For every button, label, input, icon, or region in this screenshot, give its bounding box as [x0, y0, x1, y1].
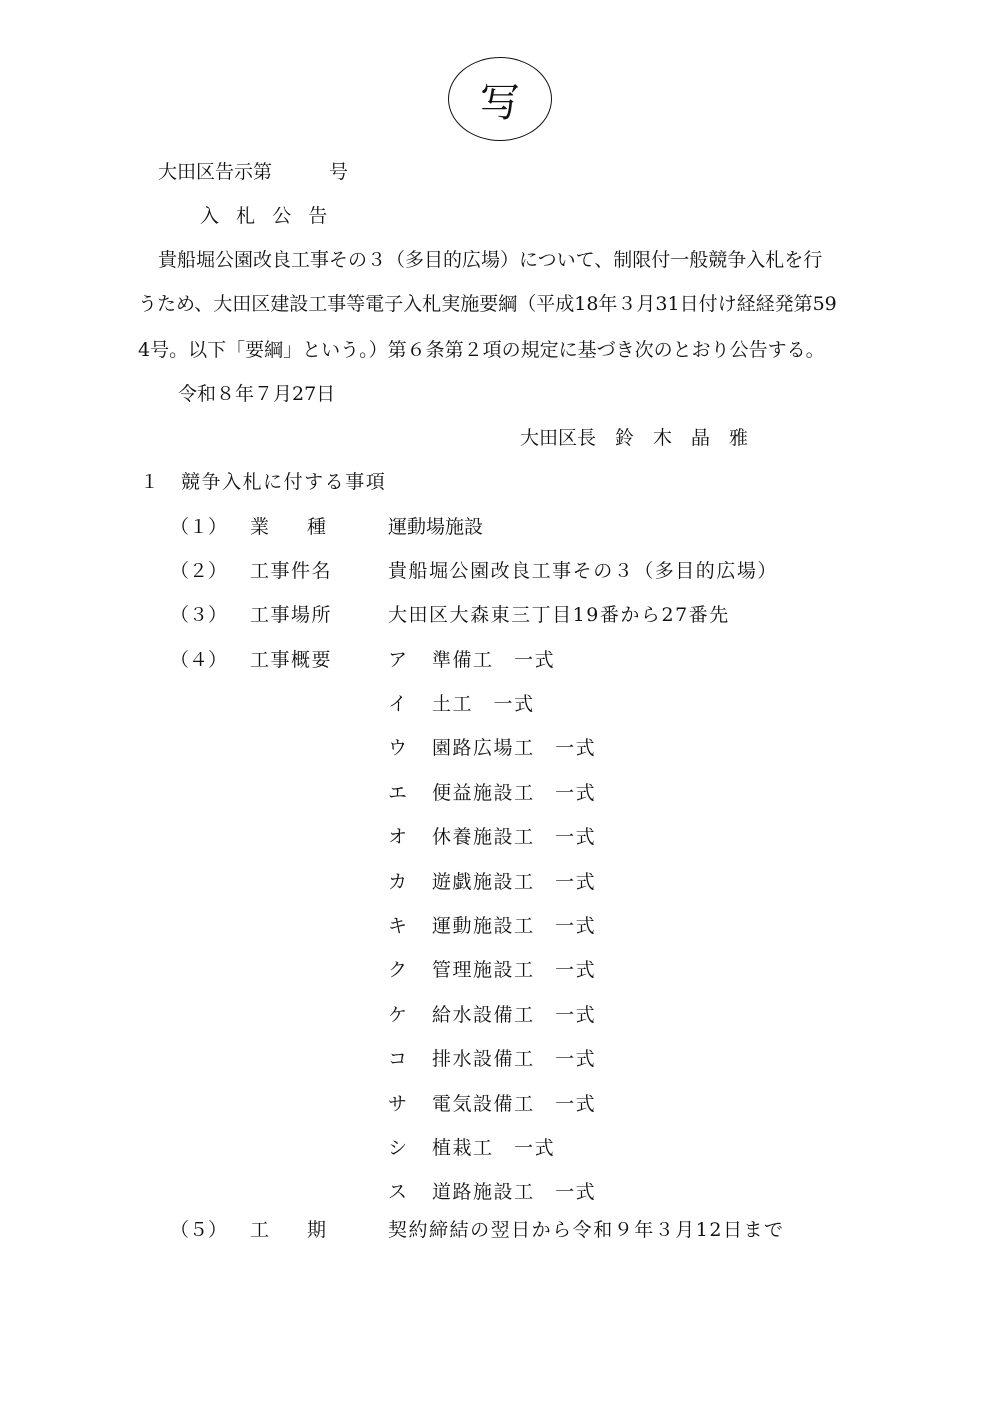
overview-text: 運動施設工 一式 — [432, 915, 597, 937]
overview-text: 排水設備工 一式 — [432, 1048, 597, 1070]
item-5-label: 工 期 — [250, 1219, 327, 1241]
overview-letter: キ — [388, 915, 408, 937]
signer: 大田区長 鈴 木 晶 雅 — [520, 427, 749, 449]
notice-number: 大田区告示第 号 — [158, 161, 349, 183]
overview-text: 園路広場工 一式 — [432, 737, 597, 759]
overview-text: 土工 一式 — [432, 693, 535, 715]
overview-letter: サ — [388, 1093, 408, 1115]
item-3-label: 工事場所 — [250, 604, 333, 626]
item-3-number: （３） — [170, 604, 228, 626]
item-2-number: （２） — [170, 560, 228, 582]
overview-letter: カ — [388, 871, 408, 893]
item-5-value: 契約締結の翌日から令和９年３月12日まで — [388, 1219, 785, 1241]
overview-text: 植栽工 一式 — [432, 1137, 556, 1159]
overview-text: 給水設備工 一式 — [432, 1004, 597, 1026]
overview-letter: エ — [388, 782, 408, 804]
item-3-value: 大田区大森東三丁目19番から27番先 — [388, 604, 730, 626]
item-5-number: （５） — [170, 1219, 228, 1241]
item-4-number: （４） — [170, 649, 228, 671]
section-1-heading: １ 競争入札に付する事項 — [140, 471, 387, 493]
overview-letter: ス — [388, 1181, 408, 1203]
item-1-label: 業 種 — [250, 516, 327, 538]
overview-text: 道路施設工 一式 — [432, 1181, 597, 1203]
item-1-value: 運動場施設 — [388, 516, 484, 538]
overview-text: 便益施設工 一式 — [432, 782, 597, 804]
intro-line-2: うため、大田区建設工事等電子入札実施要綱（平成18年３月31日付け経経発第59 — [138, 293, 837, 315]
item-2-value: 貴船堀公園改良工事その３（多目的広場） — [388, 560, 778, 582]
item-4-label: 工事概要 — [250, 649, 333, 671]
overview-text: 遊戯施設工 一式 — [432, 871, 597, 893]
copy-stamp-text: 写 — [480, 79, 520, 126]
item-2-label: 工事件名 — [250, 560, 333, 582]
intro-line-1: 貴船堀公園改良工事その３（多目的広場）について、制限付一般競争入札を行 — [158, 249, 823, 271]
overview-text: 休養施設工 一式 — [432, 826, 597, 848]
overview-letter: ア — [388, 649, 408, 671]
intro-line-3: 4号。以下「要綱」という。）第６条第２項の規定に基づき次のとおり公告する。 — [138, 339, 825, 361]
overview-text: 電気設備工 一式 — [432, 1093, 597, 1115]
overview-letter: イ — [388, 693, 408, 715]
overview-letter: オ — [388, 826, 408, 848]
overview-letter: ウ — [388, 737, 408, 759]
overview-letter: シ — [388, 1137, 408, 1159]
overview-letter: ケ — [388, 1004, 408, 1026]
overview-letter: ク — [388, 959, 408, 981]
item-1-number: （１） — [170, 516, 228, 538]
overview-text: 準備工 一式 — [432, 649, 556, 671]
notice-date: 令和８年７月27日 — [178, 383, 336, 405]
overview-text: 管理施設工 一式 — [432, 959, 597, 981]
copy-stamp — [448, 57, 552, 141]
overview-letter: コ — [388, 1048, 408, 1070]
document-title: 入札公告 — [200, 205, 345, 227]
